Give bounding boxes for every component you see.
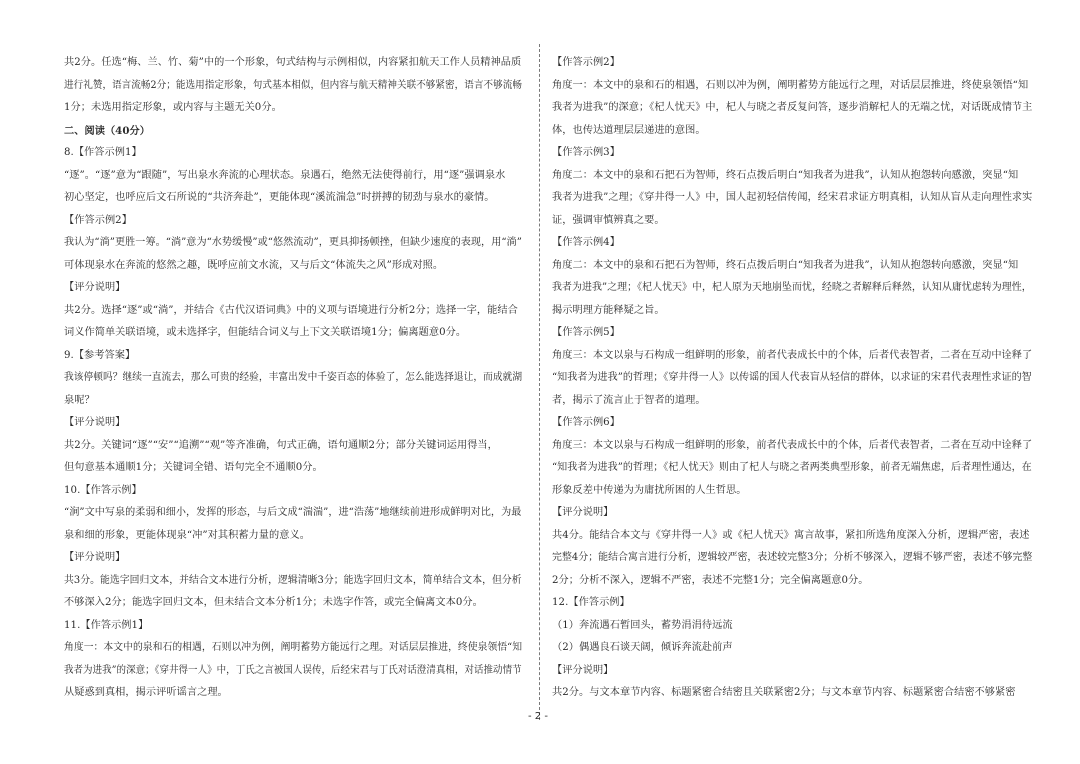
text-line: 角度二：本文中的泉和石把石为智师，终石点拨后明白“知我者为进我”，认知从抱怨转向感激，突显“知 — [552, 259, 1019, 271]
text-line: 【评分说明】 — [552, 664, 614, 676]
text-line: 角度二：本文中的泉和石把石为智师，终石点拨后明白“知我者为进我”，认知从抱怨转向感激，突显“知 — [552, 169, 1019, 181]
text-line: （2）偶遇良石谈天阔，倾诉奔流赴前声 — [552, 642, 733, 653]
text-line: 【评分说明】 — [64, 417, 126, 428]
text-line: 初心坚定，也呼应后文石所说的“共济奔赴”，更能体现“溪流湍急”时拼搏的韧劲与泉水的豪情。 — [64, 192, 495, 203]
text-line: 我者为进我”之理；《杞人忧天》中，杞人原为天地崩坠而忧，经晓之者解释后释然，认知从庸忧虑转为理性， — [552, 282, 1032, 293]
text-line: 我认为“淌”更胜一筹。“淌”意为“水势缓慢”或“悠然流动”，更具抑扬顿挫，但缺少速度的表现，用“淌” — [64, 237, 522, 248]
text-line: 我者为进我”的深意；《杞人忧天》中，杞人与晓之者反复问答，逐步消解杞人的无端之忧，对话既成情节主 — [552, 102, 1033, 113]
text-line: 【作答示例2】 — [552, 57, 620, 68]
text-line: 共2分。与文本章节内容、标题紧密合结密且关联紧密2分；与文本章节内容、标题紧密合结密不够紧密 — [552, 687, 1016, 698]
text-line: 可体现泉水在奔流的悠然之趣，既呼应前文水流，又与后文“体流失之风”形成对照。 — [64, 259, 444, 271]
text-line: 我者为进我”的深意；《穿井得一人》中，丁氏之言被国人误传，后经宋君与丁氏对话澄清真相，对话推动情节 — [64, 664, 522, 676]
text-line: “知我者为进我”的哲理；《杞人忧天》则由了杞人与晓之者两类典型形象，前者无端焦虑，后者理性通达，在 — [552, 462, 1032, 473]
text-line: 【评分说明】 — [64, 552, 126, 563]
text-line: 共2分。关键词“逐”“安”“追溯”“观”等齐准确，句式正确，语句通顺2分；部分关键词运用得当， — [64, 439, 498, 451]
text-line: “涧”文中写泉的柔弱和细小，发挥的形态，与后文成“湍湍”，进“浩荡”地继续前进形成鲜明对比，为最 — [64, 507, 522, 518]
text-line: 词义作简单关联语境，或未选择字，但能结合词义与上下文关联语境1分；偏离题意0分。 — [64, 327, 467, 338]
text-line: 2分；分析不深入，逻辑不严密，表述不完整1分；完全偏离题意0分。 — [552, 574, 869, 586]
text-line: 1分；未选用指定形象，或内容与主题无关0分。 — [64, 102, 282, 113]
text-line: 但句意基本通顺1分；关键词全错、语句完全不通顺0分。 — [64, 462, 323, 473]
text-line: 共2分。任选“梅、兰、竹、菊”中的一个形象，句式结构与示例相似，内容紧扣航天工作人员精神品质 — [64, 57, 522, 68]
page-number: - 2 - — [528, 711, 548, 722]
text-line: 【作答示例4】 — [552, 237, 620, 248]
text-line: 【评分说明】 — [552, 507, 614, 518]
text-line: “逐”。“逐”意为“跟随”，写出泉水奔流的心理状态。泉遇石，绝然无法使得前行，用“逐”强调泉水 — [64, 169, 506, 181]
text-line: 不够深入2分；能选字回归文本，但未结合文本分析1分；未选字作答，或完全偏离文本0分。 — [64, 597, 483, 608]
text-line: 角度三：本文以泉与石构成一组鲜明的形象，前者代表成长中的个体，后者代表智者，二者在互动中诠释了 — [552, 439, 1033, 451]
text-line: 完整4分；能结合寓言进行分析，逻辑较严密，表述较完整3分；分析不够深入，逻辑不够严密，表述不够完整 — [552, 552, 1033, 563]
text-line: 角度一：本文中的泉和石的相遇，石则以冲为例，阐明蓄势方能远行之理，对话层层推进，终使泉领悟“知 — [552, 79, 1029, 91]
text-line: 12.【作答示例】 — [552, 597, 630, 608]
text-line: 我该停顿吗？继续一直流去，那么可贵的经验，丰富出发中千姿百态的体验了，怎么能选择退让，而成就湖 — [64, 372, 523, 383]
text-line: 泉呢？ — [64, 394, 95, 406]
text-line: 【作答示例3】 — [552, 147, 620, 158]
text-line: 8.【作答示例1】 — [64, 147, 142, 158]
text-line: 共2分。选择“逐”或“淌”，并结合《古代汉语词典》中的义项与语境进行分析2分；选择一字，能结合 — [64, 304, 518, 316]
text-line: 体，也传达道理层层递进的意图。 — [552, 124, 706, 136]
text-line: 进行礼赞，语言流畅2分；能选用指定形象，句式基本相似，但内容与航天精神关联不够紧密，语言不够流畅 — [64, 79, 522, 91]
text-line: 二、阅读（40分） — [64, 124, 150, 137]
text-line: 证，强调审慎辨真之要。 — [552, 214, 665, 226]
text-line: 角度三：本文以泉与石构成一组鲜明的形象，前者代表成长中的个体，后者代表智者，二者在互动中诠释了 — [552, 349, 1033, 361]
left-column — [64, 52, 522, 724]
text-line: 【评分说明】 — [64, 282, 126, 293]
right-column — [552, 52, 1032, 724]
text-line: 者，揭示了流言止于智者的道理。 — [552, 394, 706, 406]
text-line: 揭示明理方能释疑之旨。 — [552, 304, 665, 316]
text-line: （1）奔流遇石暂回头，蓄势涓涓待远流 — [552, 619, 733, 631]
text-line: 9.【参考答案】 — [64, 349, 136, 361]
text-line: 10.【作答示例】 — [64, 484, 142, 496]
text-line: 共3分。能选字回归文本，并结合文本进行分析，逻辑清晰3分；能选字回归文本，简单结合文本，但分析 — [64, 574, 522, 586]
column-divider — [539, 44, 540, 720]
text-line: “知我者为进我”的哲理；《穿井得一人》以传谣的国人代表盲从轻信的群体，以求证的宋君代表理性求证的智 — [552, 372, 1032, 383]
text-line: 【作答示例2】 — [64, 214, 132, 226]
text-line: 我者为进我”之理；《穿井得一人》中，国人起初轻信传闻，经宋君求证方明真相，认知从盲从走向理性求实 — [552, 192, 1033, 203]
text-line: 11.【作答示例1】 — [64, 619, 149, 631]
text-line: 共4分。能结合本文与《穿井得一人》或《杞人忧天》寓言故事，紧扣所选角度深入分析，逻辑严密，表述 — [552, 529, 1030, 541]
text-line: 从疑惑到真相，揭示评听谣言之理。 — [64, 687, 228, 698]
text-line: 泉和细的形象，更能体现泉“冲”对其积蓄力量的意义。 — [64, 529, 310, 541]
text-line: 【作答示例5】 — [552, 327, 620, 338]
text-line: 角度一：本文中的泉和石的相遇，石则以冲为例，阐明蓄势方能远行之理。对话层层推进，终使泉领悟“知 — [64, 642, 523, 653]
text-line: 【作答示例6】 — [552, 417, 620, 428]
text-line: 形象反差中传递为为庸扰所困的人生哲思。 — [552, 484, 747, 496]
